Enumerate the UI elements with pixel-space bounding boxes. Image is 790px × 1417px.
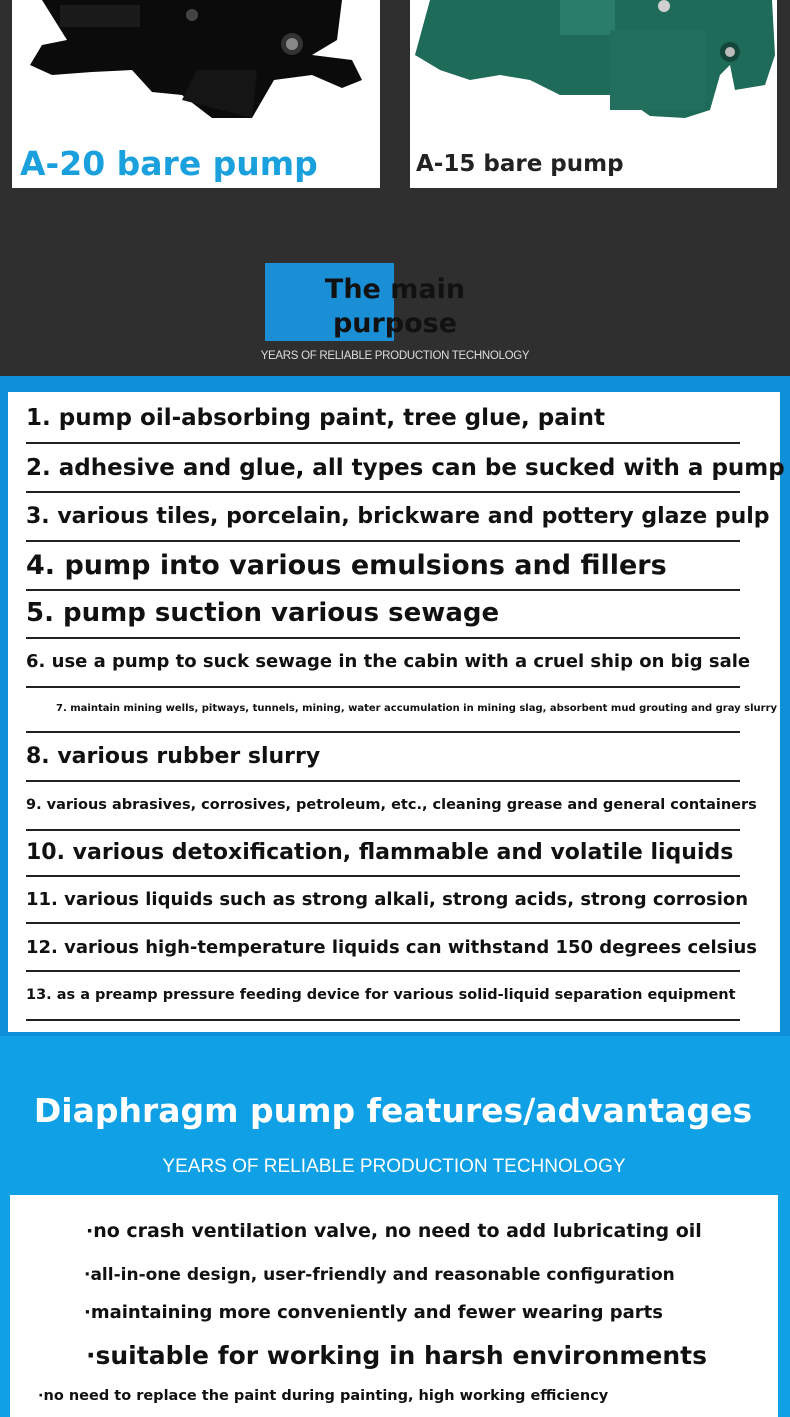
feature-item: ·no crash ventilation valve, no need to add lubricating oil: [86, 1220, 702, 1242]
feature-item: ·maintaining more conveniently and fewer wearing parts: [84, 1302, 663, 1323]
divider: [26, 970, 740, 972]
use-item: 12. various high-temperature liquids can withstand 150 degrees celsius: [26, 937, 758, 958]
purpose-subtitle: YEARS OF RELIABLE PRODUCTION TECHNOLOGY: [260, 350, 530, 362]
use-item: 11. various liquids such as strong alkali, strong acids, strong corrosion: [26, 889, 749, 910]
divider: [26, 731, 740, 733]
use-item: 7. maintain mining wells, pitways, tunnels, mining, water accumulation in mining slag, absorbent mud grouting and gray slurry: [56, 703, 778, 714]
divider: [26, 780, 740, 782]
divider: [26, 1019, 740, 1021]
features-title: Diaphragm pump features/advantages: [33, 1091, 753, 1130]
feature-item: ·suitable for working in harsh environments: [86, 1341, 707, 1370]
divider: [26, 589, 740, 591]
divider: [26, 637, 740, 639]
use-item: 8. various rubber slurry: [26, 744, 321, 769]
a20-caption: A-20 bare pump: [20, 144, 318, 183]
use-item: 13. as a preamp pressure feeding device for various solid-liquid separation equipment: [26, 987, 736, 1003]
divider: [26, 829, 740, 831]
product-card-a20: [12, 0, 380, 188]
divider: [26, 922, 740, 924]
divider: [26, 491, 740, 493]
use-item: 3. various tiles, porcelain, brickware and pottery glaze pulp: [26, 504, 770, 529]
use-item: 9. various abrasives, corrosives, petroleum, etc., cleaning grease and general containers: [26, 797, 757, 813]
use-item: 1. pump oil-absorbing paint, tree glue, paint: [26, 405, 605, 431]
divider: [26, 686, 740, 688]
a15-caption: A-15 bare pump: [416, 151, 624, 177]
use-item: 5. pump suction various sewage: [26, 598, 500, 628]
use-item: 10. various detoxification, flammable and volatile liquids: [26, 840, 734, 865]
use-item: 6. use a pump to suck sewage in the cabin with a cruel ship on big sale: [26, 651, 751, 672]
product-card-a15: [410, 0, 777, 188]
divider: [26, 442, 740, 444]
use-item: 4. pump into various emulsions and fillers: [26, 550, 667, 581]
feature-item: ·all-in-one design, user-friendly and reasonable configuration: [84, 1265, 675, 1285]
divider: [26, 540, 740, 542]
purpose-title: The main purpose: [324, 274, 466, 339]
divider: [26, 875, 740, 877]
features-subtitle: YEARS OF RELIABLE PRODUCTION TECHNOLOGY: [162, 1156, 626, 1177]
use-item: 2. adhesive and glue, all types can be sucked with a pump: [26, 455, 785, 481]
feature-item: ·no need to replace the paint during painting, high working efficiency: [38, 1388, 609, 1404]
